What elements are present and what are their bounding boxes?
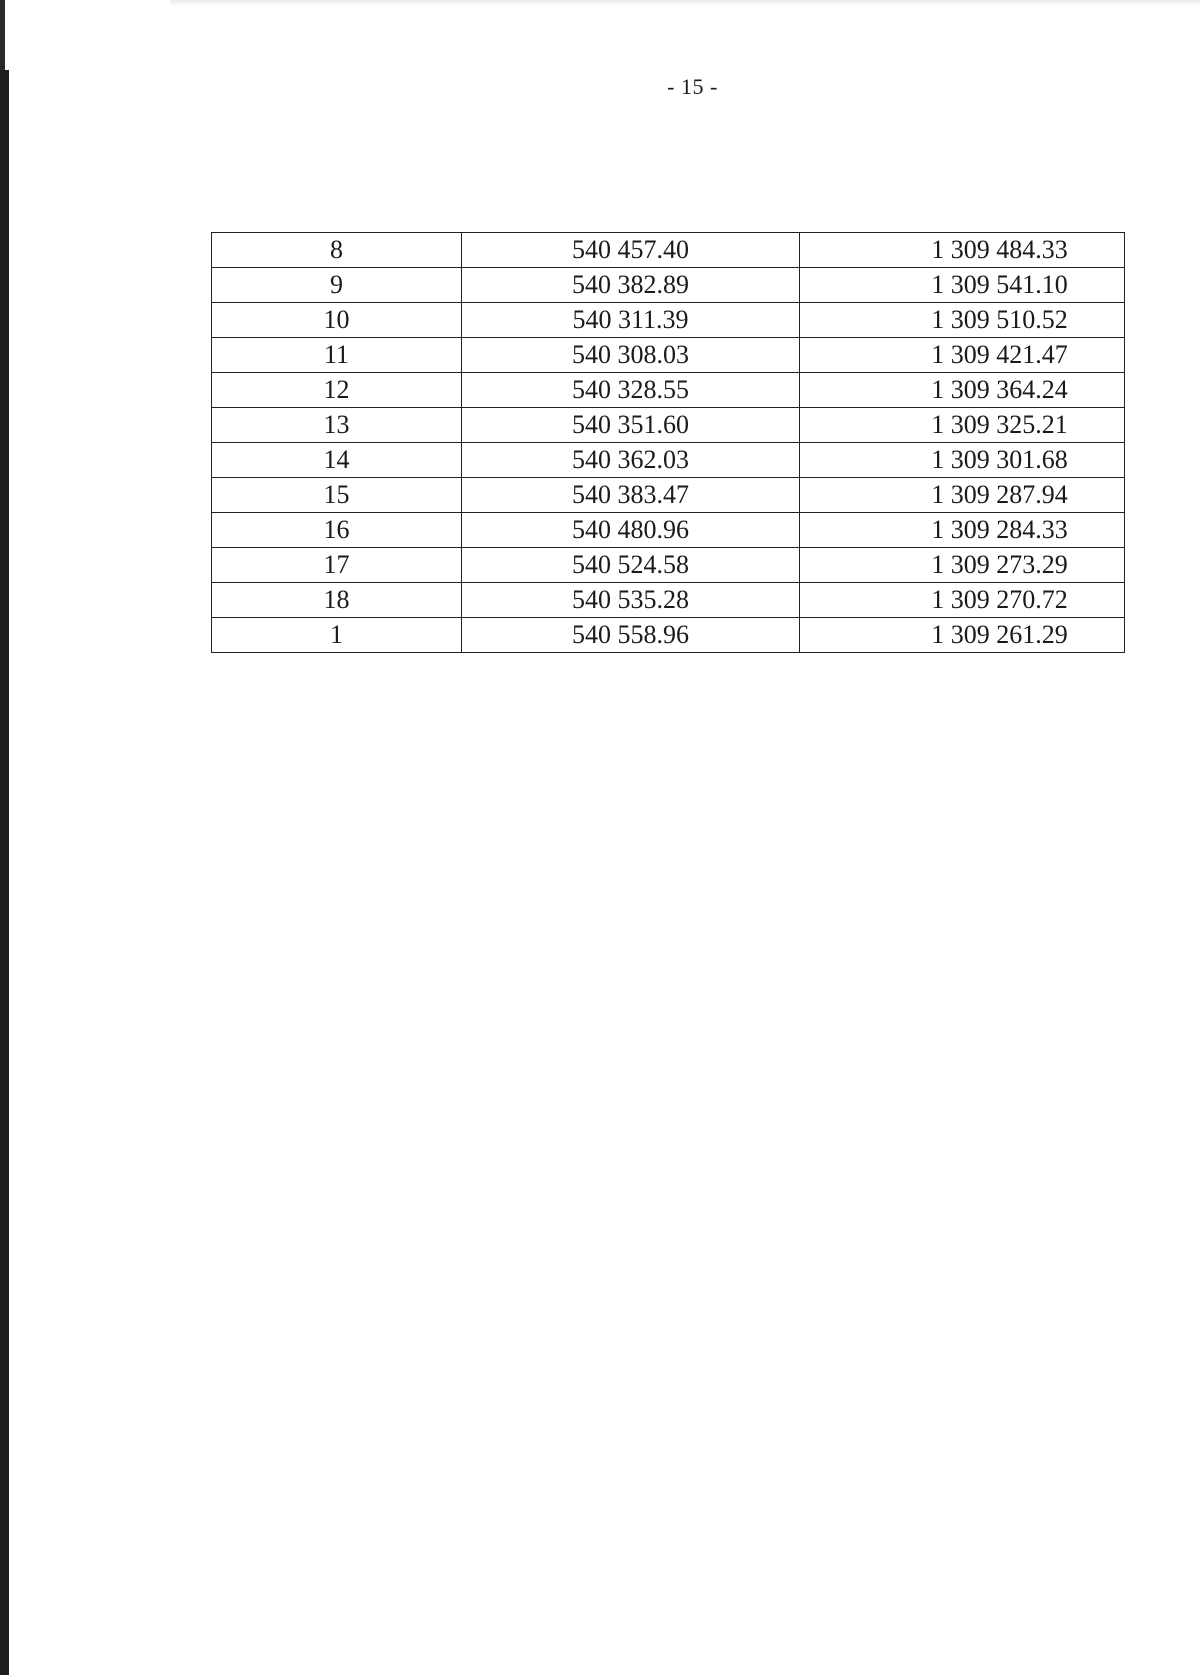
y-coordinate-cell: 1 309 541.10: [800, 268, 1125, 303]
point-number-cell: 15: [212, 478, 462, 513]
x-coordinate-cell: 540 524.58: [462, 548, 800, 583]
table-row: [212, 338, 1125, 373]
y-coordinate-cell: 1 309 421.47: [800, 338, 1125, 373]
table-row: [212, 373, 1125, 408]
point-number-cell: 11: [212, 338, 462, 373]
y-coordinate-cell: 1 309 284.33: [800, 513, 1125, 548]
point-number-cell: 12: [212, 373, 462, 408]
y-coordinate-cell: 1 309 364.24: [800, 373, 1125, 408]
table-row: [212, 548, 1125, 583]
scan-border-top: [0, 0, 5, 70]
x-coordinate-cell: 540 311.39: [462, 303, 800, 338]
y-coordinate-cell: 1 309 510.52: [800, 303, 1125, 338]
point-number-cell: 1: [212, 618, 462, 653]
scan-shadow-top: [170, 0, 1200, 6]
table-row: [212, 268, 1125, 303]
x-coordinate-cell: 540 328.55: [462, 373, 800, 408]
y-coordinate-cell: 1 309 325.21: [800, 408, 1125, 443]
page-number: - 15 -: [667, 74, 718, 99]
y-coordinate-cell: 1 309 484.33: [800, 233, 1125, 268]
x-coordinate-cell: 540 351.60: [462, 408, 800, 443]
point-number-cell: 14: [212, 443, 462, 478]
y-coordinate-cell: 1 309 301.68: [800, 443, 1125, 478]
table-row: [212, 408, 1125, 443]
x-coordinate-cell: 540 558.96: [462, 618, 800, 653]
x-coordinate-cell: 540 308.03: [462, 338, 800, 373]
table-row: [212, 478, 1125, 513]
y-coordinate-cell: 1 309 287.94: [800, 478, 1125, 513]
x-coordinate-cell: 540 535.28: [462, 583, 800, 618]
table-row: [212, 443, 1125, 478]
table-row: [212, 618, 1125, 653]
point-number-cell: 9: [212, 268, 462, 303]
point-number-cell: 10: [212, 303, 462, 338]
table-row: [212, 513, 1125, 548]
point-number-cell: 8: [212, 233, 462, 268]
y-coordinate-cell: 1 309 261.29: [800, 618, 1125, 653]
x-coordinate-cell: 540 382.89: [462, 268, 800, 303]
table-row: [212, 233, 1125, 268]
y-coordinate-cell: 1 309 273.29: [800, 548, 1125, 583]
table-row: [212, 303, 1125, 338]
x-coordinate-cell: 540 362.03: [462, 443, 800, 478]
table-row: [212, 583, 1125, 618]
x-coordinate-cell: 540 457.40: [462, 233, 800, 268]
scan-border-left: [0, 70, 9, 1675]
point-number-cell: 18: [212, 583, 462, 618]
y-coordinate-cell: 1 309 270.72: [800, 583, 1125, 618]
x-coordinate-cell: 540 480.96: [462, 513, 800, 548]
point-number-cell: 16: [212, 513, 462, 548]
x-coordinate-cell: 540 383.47: [462, 478, 800, 513]
point-number-cell: 13: [212, 408, 462, 443]
point-number-cell: 17: [212, 548, 462, 583]
coordinates-table: [211, 232, 1125, 653]
